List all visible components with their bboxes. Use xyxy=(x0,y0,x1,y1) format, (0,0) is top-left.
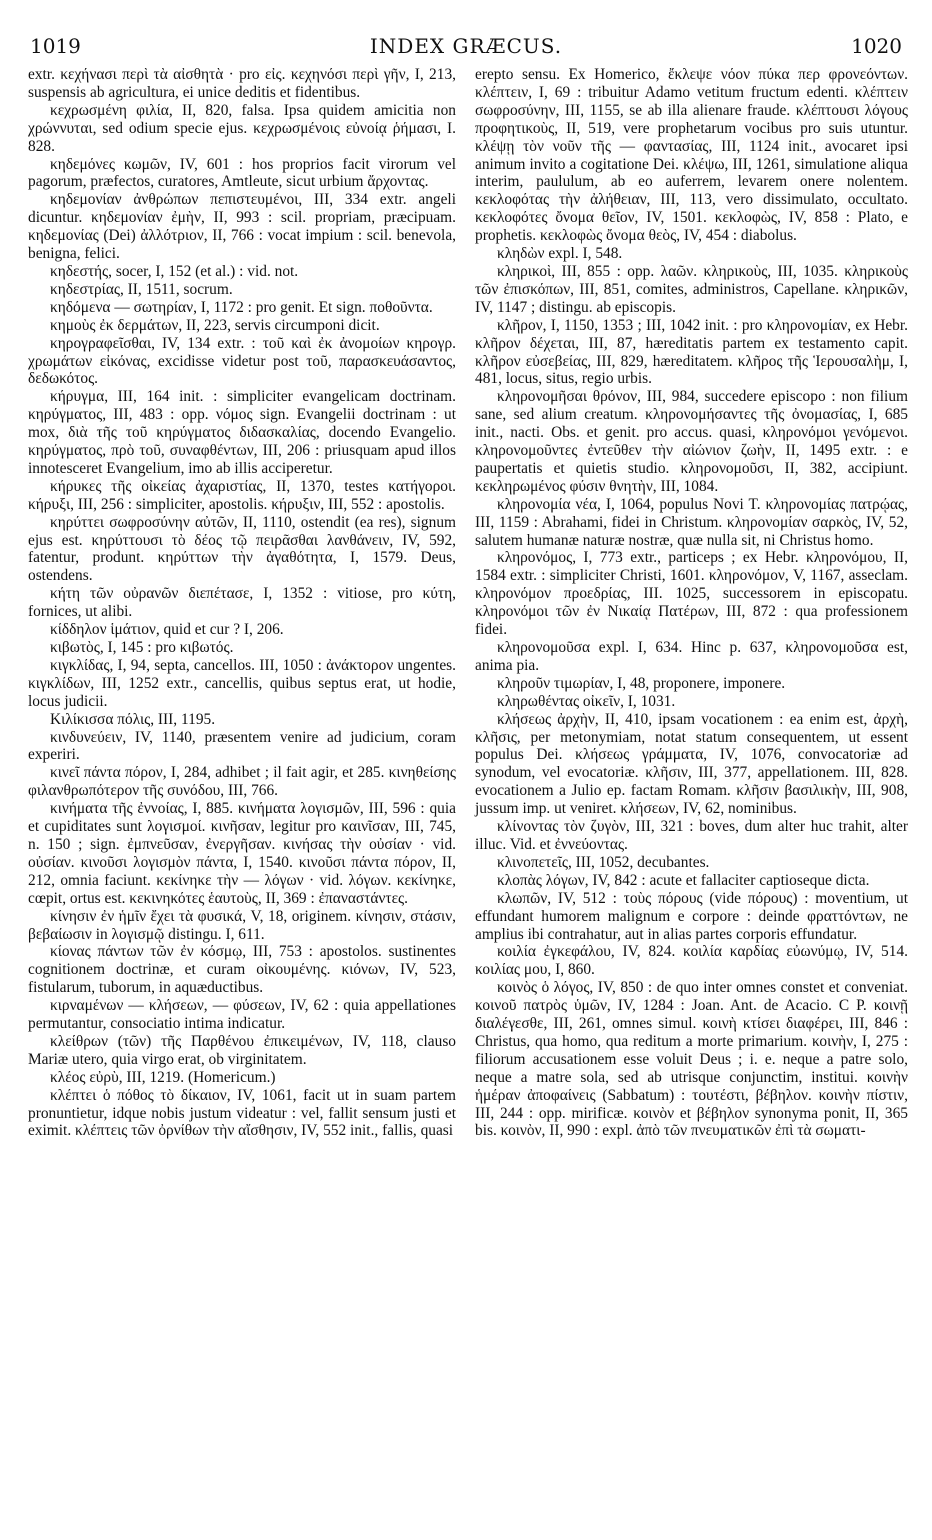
index-entry: κηδεμονίαν ἀνθρώπων πεπιστευμένοι, III, 334 extr. angeli dicuntur. κηδεμονίαν ἐμὴν, II, 993 : scil. propriam, præcipuam. κηδεμονίας (Dei) ἀλλότριον, II, 766 : vocat impium : scil. benevola, benigna, felici. xyxy=(28,191,456,263)
index-entry: κοινὸς ὁ λόγος, IV, 850 : de quo inter omnes constet et conveniat. κοινοῦ πατρὸς ὑμῶν, IV, 1284 : Joan. Ant. de Acacio. C P. κοινῇ διαλέγεσθε, III, 261, omnes simul. κοινὴ κτίσει διαφέρει, III, 846 : Christus, qua homo, qua reditum a morte primarium. κοινὴν, I, 275 : filiorum accusationem esse voluit Deus ; i. e. neque a patre solo, neque a matre sola, sed ab utrisque conjunctim, institui. κοινὴν ἡμέραν ἀποφαίνεις (Sabbatum) : τουτέστι, βέβηλον. κοινὴν πίστιν, III, 244 : opp. mirificæ. κοινὸν et βέβηλον synonyma ponit, II, 365 bis. κοινὸν, II, 990 : expl. ἀπὸ τῶν πνευματικῶν ἐπὶ τὰ σωματι- xyxy=(475,979,908,1140)
index-entry: κλείθρων (τῶν) τῆς Παρθένου ἐπικειμένων, IV, 118, clauso Mariæ utero, quia virgo erat, ob virginitatem. xyxy=(28,1032,456,1068)
index-entry: κινήματα τῆς ἐννοίας, I, 885. κινήματα λογισμῶν, III, 596 : quia et cupiditates sunt λογισμοί. κινῆσαν, legitur pro καινῖσαν, III, 745, n. 150 ; sign. ἐμπνεῦσαν, ἐνεργῆσαν. κινήσας τὴν οὐσίαν · vid. οὐσίαν. κινοῦσι λογισμὸν πάντα, I, 1540. κινοῦσι πάντα πόρον, II, 212, omnia faciunt. κεκίνηκε τὴν — λόγων · vid. λόγων. κεκίνηκε, cœpit, ortus est. κεκινηκότες ἑαυτοὺς, II, 369 : ἐπαναστάντες. xyxy=(28,800,456,907)
index-entry: κηδεμόνες κωμῶν, IV, 601 : hos proprios facit virorum vel pagorum, præfectos, curatores, Amtleute, sicut urbium ἄρχοντας. xyxy=(28,155,456,191)
index-entry: κλωπῶν, IV, 512 : τοὺς πόρους (vide πόρους) : moventium, ut effundant humorem malignum e corpore : deinde φραττόντων, ne amplius ibi contrahatur, aut in alias partes corporis effundatur. xyxy=(475,889,908,943)
page-number-right: 1020 xyxy=(851,34,902,58)
index-entry: κλοπὰς λόγων, IV, 842 : acute et fallaciter captioseque dicta. xyxy=(497,871,870,889)
index-entry: κήτη τῶν οὐρανῶν διεπέτασε, I, 1352 : vitiose, pro κύτη, fornices, ut alibi. xyxy=(28,585,456,621)
index-entry: κήρυκες τῆς οἰκείας ἀχαριστίας, II, 1370, testes κατήγοροι. κήρυξι, III, 256 : simpliciter, apostolis. κήρυξιν, III, 552 : apostolis. xyxy=(28,477,456,513)
index-entry: κεχρωσμένη φιλία, II, 820, falsa. Ipsa quidem amicitia non χρώννυται, sed odium specie ejus. κεχρωσμένοις εὐνοίᾳ ῥήμασι, I. 828. xyxy=(28,101,456,155)
index-entry: κλέος εὐρὺ, III, 1219. (Homericum.) xyxy=(50,1068,276,1086)
running-title: INDEX GRÆCUS. xyxy=(369,34,563,58)
index-entry: κίνησιν ἐν ἡμῖν ἔχει τὰ φυσικά, V, 18, originem. κίνησιν, στάσιν, βεβαίωσιν in λογισμῷ distingu. I, 611. xyxy=(28,907,456,943)
index-entry: κημοὺς ἐκ δερμάτων, II, 223, servis circumponi dicit. xyxy=(50,316,380,334)
index-entry: κιβωτὸς, I, 145 : pro κιβωτός. xyxy=(50,639,234,656)
index-entry: κληροῦν τιμωρίαν, I, 48, proponere, imponere. xyxy=(497,674,786,692)
index-entry: κιγκλίδας, I, 94, septa, cancellos. III, 1050 : ἀνάκτορον ungentes. κιγκλίδων, III, 1252 extr., cancellis, quibus septus erat, ut hodie, locus judicii. xyxy=(28,656,456,710)
left-column xyxy=(28,66,456,1140)
index-entry: κλίνοντας τὸν ζυγὸν, III, 321 : boves, dum alter huc trahit, alter illuc. Vid. et ἐννεύοντας. xyxy=(475,818,908,853)
index-entry: κηδεστρίας, II, 1511, socrum. xyxy=(50,280,233,298)
index-entry: κοιλία ἐγκεφάλου, IV, 824. κοιλία καρδίας εὐωνύμῳ, IV, 514. κοιλίας μου, I, 860. xyxy=(475,943,908,979)
index-entry: κλέπτει ὁ πόθος τὸ δίκαιον, IV, 1061, facit ut in suam partem pronuntietur, idque nobis justum videatur : vel, fallit sensum justi et eximit. κλέπτεις τῶν ὀρνίθων τὴν αἴσθησιν, IV, 552 init., fallis, quasi xyxy=(28,1086,456,1140)
index-entry: κληρονομία νέα, I, 1064, populus Novi T. κληρονομίας πατρῴας, III, 1159 : Abrahami, fidei in Christum. κληρονομίαν σαρκὸς, IV, 52, salutem humanæ naturæ nostræ, quæ nulla sit, ni Christus homo. xyxy=(475,495,908,549)
index-entry: κηρύττει σωφροσύνην αὐτῶν, II, 1110, ostendit (ea res), signum ejus est. κηρύττουσι τὸ δέος τῷ πειρᾶσθαι λανθάνειν, IV, 592, fatentur, produnt. κηρύττων τὴν ἀγαθότητα, I, 1579. Deus, ostendens. xyxy=(28,513,456,585)
right-column xyxy=(475,66,908,1140)
index-entry: κληρονόμος, I, 773 extr., particeps ; ex Hebr. κληρονόμου, II, 1584 extr. : simpliciter Christi, 1601. κληρονόμον, V, 1167, asseclam. κληρονόμον προεδρίας, III. 1025, successorem in episcopatu. κληρονόμοι τῶν ἐν Νικαίᾳ Πατέρων, III, 872 : qua professionem fidei. xyxy=(475,549,908,639)
index-entry: κληρονομοῦσα expl. I, 634. Hinc p. 637, κληρονομοῦσα est, anima pia. xyxy=(475,639,908,674)
index-entry: κηδόμενα — σωτηρίαν, I, 1172 : pro genit. Et sign. ποθοῦντα. xyxy=(50,298,433,316)
index-entry: κίδδηλον ἱμάτιον, quid et cur ? I, 206. xyxy=(50,621,284,639)
index-entry: κλινοπετεῖς, III, 1052, decubantes. xyxy=(497,853,710,871)
index-entry: κίονας πάντων τῶν ἐν κόσμῳ, III, 753 : apostolos. sustinentes cognitionem doctrinæ, et curam οἰκουμένης. κιόνων, IV, 523, fistularum, tuborum, in aquæductibus. xyxy=(28,943,456,997)
index-entry: κληρικοὶ, III, 855 : opp. λαῶν. κληρικοὺς, III, 1035. κληρικοὺς τῶν ἐπισκόπων, III, 851, comites, administros, Capellane. κληρικῶν, IV, 1147 ; distingu. ab episcopis. xyxy=(475,262,908,316)
page-number-left: 1019 xyxy=(30,34,81,58)
index-entry: κλῆρον, I, 1150, 1353 ; III, 1042 init. : pro κληρονομίαν, ex Hebr. κλῆρον δέχεται, III, 87, hæreditatis partem ex testamento capit. κλῆρον εὐσεβείας, III, 829, hæreditatem. κλῆρος τῆς Ἱερουσαλὴμ, I, 481, locus, situs, regio urbis. xyxy=(475,316,908,388)
page-header xyxy=(30,34,902,58)
index-entry: κινδυνεύειν, IV, 1140, præsentem venire ad judicium, coram experiri. xyxy=(28,728,456,764)
index-entry: κληρονομῆσαι θρόνον, III, 984, succedere episcopo : non filium sane, sed alium creatum. κληρονομήσαντες τῆς ὀνομασίας, I, 685 init., nacti. Obs. et genit. pro accus. quasi, κληρονόμοι γενόμενοι. κληρονομοῦντες ἐντεῦθεν τὴν αἰώνιον ζωὴν, II, 1495 extr. : e paupertatis et quietis studio. κληρονομοῦσι, II, 382, accipiunt. κεκληρωμένος φύσιν θνητὴν, III, 1084. xyxy=(475,388,908,495)
index-entry: extr. κεχήνασι περὶ τὰ αἰσθητὰ · pro εἰς. κεχηνόσι περὶ γῆν, I, 213, suspensis ab agricultura, ei unice deditis et fidentibus. xyxy=(28,66,456,101)
index-entry: κινεῖ πάντα πόρον, I, 284, adhibet ; il fait agir, et 285. κινηθείσης φιλανθρωπότερον τῆς συνόδου, III, 766. xyxy=(28,764,456,800)
index-entry: Κιλίκισσα πόλις, III, 1195. xyxy=(50,710,216,728)
index-entry: κηδεστής, socer, I, 152 (et al.) : vid. not. xyxy=(50,262,299,280)
index-entry: κηρογραφεῖσθαι, IV, 134 extr. : τοῦ καὶ ἐκ ἀνομοίων κηρογρ. χρωμάτων εἰκόνας, excidisse videtur post τοῦ, παρασκευάσαντος, δεδωκότος. xyxy=(28,334,456,388)
index-entry: erepto sensu. Ex Homerico, ἔκλεψε νόον πύκα περ φρονεόντων. κλέπτειν, I, 69 : tribuitur Adamo vetitum fructum edenti. κλέπτειν σωφροσύνην, III, 1155, se ab illa alienare fraude. κλέπτουσι λόγους προφητικοὺς, II, 519, vere prophetarum vocibus pro suis utuntur. κλέψῃ τὸν νοῦν τῆς — φαντασίας, III, 1124 init., avocaret ipsi animum invito a cogitatione Dei. κλέψω, III, 1261, simulatione aliqua interim, paululum, ab eo auferrem, levarem onere nolentem. κεκλοφότας τὴν ἀλήθειαν, III, 113, vero dissimulato, occultato. κεκλοφότες ὄνομα θεῖον, IV, 1501. κεκλοφὼς, IV, 858 : Plato, e prophetis. κεκλοφὼς ὄνομα θεὸς, IV, 454 : diabolus. xyxy=(475,66,908,245)
index-entry: κληδὼν expl. I, 548. xyxy=(497,245,623,263)
index-entry: κλήσεως ἀρχὴν, II, 410, ipsam vocationem : ea enim est, ἀρχὴ, κλῆσις, per metonymiam, notat statum consequentem, ut essent populus Dei. κλήσεως γράμματα, IV, 1076, convocatoriæ ad synodum, vel evocatoriæ. κλῆσιν, III, 377, appellationem. III, 828. evocationem a Julio ep. factam Romam. κλῆσιν βασιλικὴν, III, 908, jussum imp. ut veniret. κλήσεων, IV, 62, nominibus. xyxy=(475,710,908,818)
index-entry: κήρυγμα, III, 164 init. : simpliciter evangelicam doctrinam. κηρύγματος, III, 483 : opp. νόμος sign. Evangelii doctrinam : ut mox, διὰ τῆς τοῦ κηρύγματος διδασκαλίας, docendo Evangelio. κηρύγματος, πρὸ τοῦ, συναφθέντων, III, 206 : priusquam apud illos innotesceret Evangelium, imo ab illis acciperetur. xyxy=(28,388,456,477)
index-entry: κληρωθέντας οἰκεῖν, I, 1031. xyxy=(497,692,676,710)
index-entry: κιρναμένων — κλήσεων, — φύσεων, IV, 62 : quia appellationes permutantur, consociatio intima indicatur. xyxy=(28,997,456,1033)
